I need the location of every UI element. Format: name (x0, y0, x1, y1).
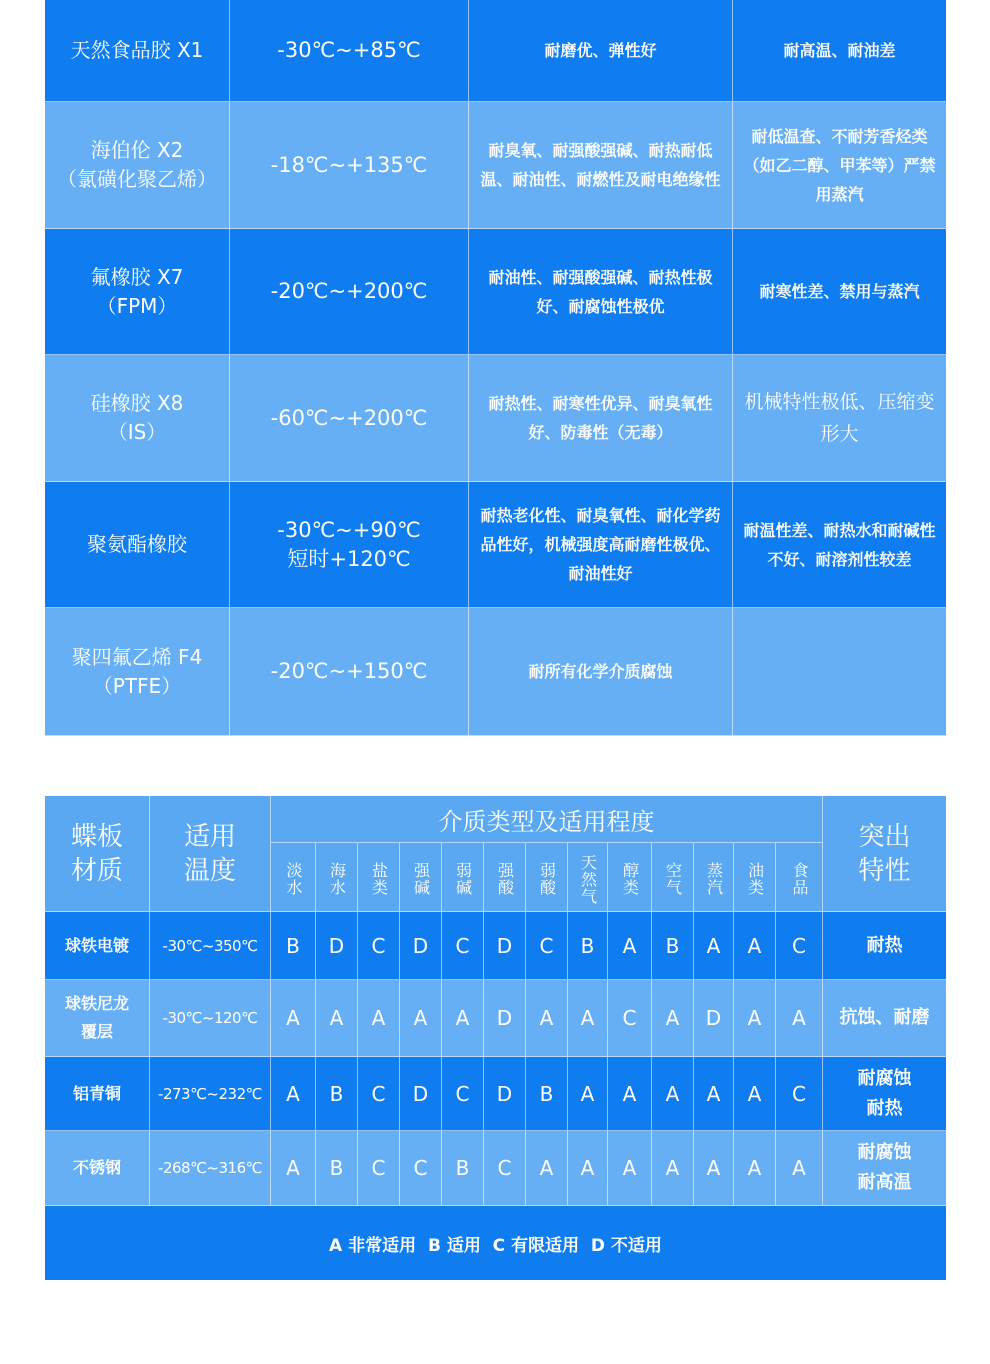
header-media-label: 弱碱 (453, 862, 473, 896)
suitability-grade: C (358, 912, 400, 980)
suitability-grade: D (694, 980, 734, 1057)
suitability-grade: A (568, 1057, 608, 1131)
material-adv-cell (469, 482, 733, 608)
suitability-grade: A (526, 1131, 568, 1206)
material-temp-line: 短时+120℃ (287, 546, 411, 571)
suitability-grade: C (608, 980, 652, 1057)
row-material-line: 球铁尼龙 (64, 994, 129, 1013)
suitability-grade: B (271, 912, 316, 980)
header-media-7 (568, 843, 608, 912)
suitability-grade: B (442, 1131, 484, 1206)
material-adv-cell (469, 355, 733, 482)
suitability-grade: A (526, 980, 568, 1057)
header-media-10 (694, 843, 734, 912)
suitability-grade: C (484, 1131, 526, 1206)
header-material (45, 796, 150, 912)
material-dis-cell (733, 0, 946, 102)
suitability-grade: C (400, 1131, 442, 1206)
material-dis-cell (733, 608, 946, 736)
suitability-grade: B (316, 1057, 358, 1131)
suitability-grade: A (400, 980, 442, 1057)
material-adv-text: 耐臭氧、耐强酸强碱、耐热耐低温、耐油性、耐燃性及耐电绝缘性 (480, 141, 721, 189)
header-material-line: 蝶板 (70, 821, 123, 852)
material-temp-line: -30℃~+90℃ (277, 517, 421, 542)
material-adv-text: 耐磨优、弹性好 (544, 41, 657, 60)
suitability-grade: C (442, 912, 484, 980)
header-media-5 (484, 843, 526, 912)
material-temp-line: -60℃~+200℃ (270, 405, 428, 430)
disc-material-table (45, 796, 946, 1279)
suitability-grade: A (568, 980, 608, 1057)
suitability-grade: A (694, 912, 734, 980)
header-media-label: 淡水 (284, 862, 303, 896)
suitability-grade: A (608, 1057, 652, 1131)
row-material (45, 1057, 150, 1131)
row-material (45, 980, 150, 1057)
material-temp-cell (230, 102, 469, 229)
header-media-11 (734, 843, 776, 912)
material-adv-cell (469, 229, 733, 355)
header-feature-line: 特性 (858, 855, 911, 886)
suitability-grade: A (271, 1131, 316, 1206)
material-temp-line: -20℃~+200℃ (270, 279, 428, 303)
material-name-cell (45, 229, 230, 355)
suitability-grade: B (526, 1057, 568, 1131)
material-dis-text: 耐温性差、耐热水和耐碱性不好、耐溶剂性较差 (743, 520, 936, 569)
material-dis-text: 机械特性极低、压缩变形大 (744, 391, 935, 445)
material-dis-cell (733, 355, 946, 482)
suitability-grade: D (316, 912, 358, 980)
row-material (45, 912, 150, 980)
suitability-grade: A (734, 980, 776, 1057)
row-material-line: 铝青铜 (72, 1083, 121, 1103)
header-feature-line: 突出 (858, 821, 911, 852)
header-media-9 (652, 843, 694, 912)
rubber-material-table (45, 0, 946, 736)
material-dis-text: 耐高温、耐油差 (783, 41, 896, 60)
header-media-label: 食品 (790, 862, 809, 896)
header-media-label: 强酸 (495, 862, 515, 896)
material-name-cell (45, 0, 230, 102)
material-name-line: 聚四氟乙烯 F4 (71, 644, 203, 669)
material-adv-cell (469, 608, 733, 736)
material-adv-text: 耐所有化学介质腐蚀 (528, 662, 673, 681)
material-adv-text: 耐热性、耐寒性优异、耐臭氧性好、防毒性（无毒） (488, 394, 713, 442)
row-feature-line: 耐热 (866, 934, 903, 956)
suitability-grade: D (484, 912, 526, 980)
material-dis-cell (733, 482, 946, 608)
row-feature (823, 1057, 946, 1131)
material-temp-line: -30℃~+85℃ (277, 38, 421, 62)
header-media-title: 介质类型及适用程度 (271, 796, 823, 843)
row-material (45, 1131, 150, 1206)
row-material-line: 球铁电镀 (64, 935, 129, 955)
suitability-grade: D (400, 912, 442, 980)
header-media-4 (442, 843, 484, 912)
material-dis-cell (733, 102, 946, 229)
material-dis-text: 耐低温查、不耐芳香烃类（如乙二醇、甲苯等）严禁用蒸汽 (743, 126, 936, 204)
suitability-grade: C (776, 1057, 823, 1131)
header-media-2 (358, 843, 400, 912)
suitability-grade: A (652, 1131, 694, 1206)
suitability-grade: B (652, 912, 694, 980)
material-temp-cell (230, 0, 469, 102)
header-media-label: 油类 (745, 862, 765, 896)
row-material-line: 覆层 (80, 1022, 113, 1041)
header-media-0 (271, 843, 316, 912)
suitability-grade: D (484, 1057, 526, 1131)
suitability-grade: A (608, 1131, 652, 1206)
header-media-label: 空气 (663, 862, 683, 896)
suitability-grade: A (652, 980, 694, 1057)
suitability-grade: A (776, 980, 823, 1057)
header-media-8 (608, 843, 652, 912)
suitability-grade: A (734, 1057, 776, 1131)
row-feature-line: 耐腐蚀 (857, 1142, 912, 1163)
material-name-line: 氟橡胶 X7 (90, 264, 184, 289)
header-temperature (150, 796, 271, 912)
row-feature (823, 912, 946, 980)
header-media-label: 弱酸 (537, 862, 557, 896)
header-media-12 (776, 843, 823, 912)
suitability-grade: A (271, 980, 316, 1057)
header-media-label: 醇类 (620, 862, 640, 896)
suitability-grade: A (442, 980, 484, 1057)
material-name-line: 硅橡胶 X8 (90, 391, 184, 415)
row-feature-line: 耐高温 (857, 1172, 912, 1193)
material-name-cell (45, 102, 230, 229)
suitability-grade: C (776, 912, 823, 980)
header-media-label: 蒸汽 (704, 862, 724, 896)
material-adv-text: 耐热老化性、耐臭氧性、耐化学药品性好，机械强度高耐磨性极优、耐油性好 (480, 506, 721, 583)
suitability-grade: A (694, 1131, 734, 1206)
material-name-line: （FPM） (96, 293, 178, 318)
material-temp-cell (230, 229, 469, 355)
suitability-grade: C (442, 1057, 484, 1131)
suitability-grade: A (608, 912, 652, 980)
header-media-1 (316, 843, 358, 912)
grade-legend: A 非常适用 B 适用 C 有限适用 D 不适用 (45, 1206, 946, 1280)
material-name-line: 聚氨酯橡胶 (87, 532, 187, 556)
suitability-grade: A (694, 1057, 734, 1131)
suitability-grade: A (358, 980, 400, 1057)
suitability-grade: B (316, 1131, 358, 1206)
material-name-line: （PTFE） (92, 673, 182, 698)
suitability-grade: A (734, 912, 776, 980)
header-feature (823, 796, 946, 912)
material-name-line: （IS） (107, 420, 167, 444)
suitability-grade: A (734, 1131, 776, 1206)
row-feature-line: 耐腐蚀 (857, 1067, 912, 1089)
row-feature (823, 1131, 946, 1206)
header-media-label: 强碱 (411, 862, 431, 896)
suitability-grade: D (400, 1057, 442, 1131)
row-material-line: 不锈钢 (72, 1158, 121, 1177)
suitability-grade: C (526, 912, 568, 980)
row-temperature: -273℃~232℃ (150, 1057, 271, 1131)
header-temperature-line: 温度 (183, 855, 236, 886)
suitability-grade: A (316, 980, 358, 1057)
suitability-grade: C (358, 1131, 400, 1206)
material-name-line: 海伯伦 X2 (90, 138, 184, 162)
suitability-grade: B (568, 912, 608, 980)
material-name-cell (45, 482, 230, 608)
row-temperature: -30℃~120℃ (150, 980, 271, 1057)
suitability-grade: A (652, 1057, 694, 1131)
suitability-grade: D (484, 980, 526, 1057)
material-adv-text: 耐油性、耐强酸强碱、耐热性极好、耐腐蚀性极优 (488, 267, 713, 316)
material-temp-cell (230, 608, 469, 736)
material-name-cell (45, 355, 230, 482)
suitability-grade: A (776, 1131, 823, 1206)
suitability-grade: A (271, 1057, 316, 1131)
header-media-label: 盐类 (369, 862, 389, 896)
header-media-label: 海水 (327, 862, 347, 896)
row-feature (823, 980, 946, 1057)
material-temp-line: -18℃~+135℃ (270, 152, 428, 177)
row-feature-line: 耐热 (866, 1097, 903, 1119)
material-temp-cell (230, 355, 469, 482)
material-adv-cell (469, 102, 733, 229)
suitability-grade: A (568, 1131, 608, 1206)
material-name-line: 天然食品胶 X1 (70, 38, 204, 62)
header-material-line: 材质 (70, 855, 123, 886)
header-media-label: 天然气 (578, 853, 598, 905)
material-dis-cell (733, 229, 946, 355)
suitability-grade: C (358, 1057, 400, 1131)
material-dis-text: 耐寒性差、禁用与蒸汽 (759, 282, 920, 301)
header-media-3 (400, 843, 442, 912)
row-temperature: -268℃~316℃ (150, 1131, 271, 1206)
material-adv-cell (469, 0, 733, 102)
row-temperature: -30℃~350℃ (150, 912, 271, 980)
header-media-6 (526, 843, 568, 912)
header-temperature-line: 适用 (183, 821, 236, 852)
material-name-cell (45, 608, 230, 736)
row-feature-line: 抗蚀、耐磨 (839, 1007, 930, 1028)
material-temp-cell (230, 482, 469, 608)
material-name-line: （氯磺化聚乙烯） (57, 167, 217, 191)
material-temp-line: -20℃~+150℃ (270, 659, 428, 683)
